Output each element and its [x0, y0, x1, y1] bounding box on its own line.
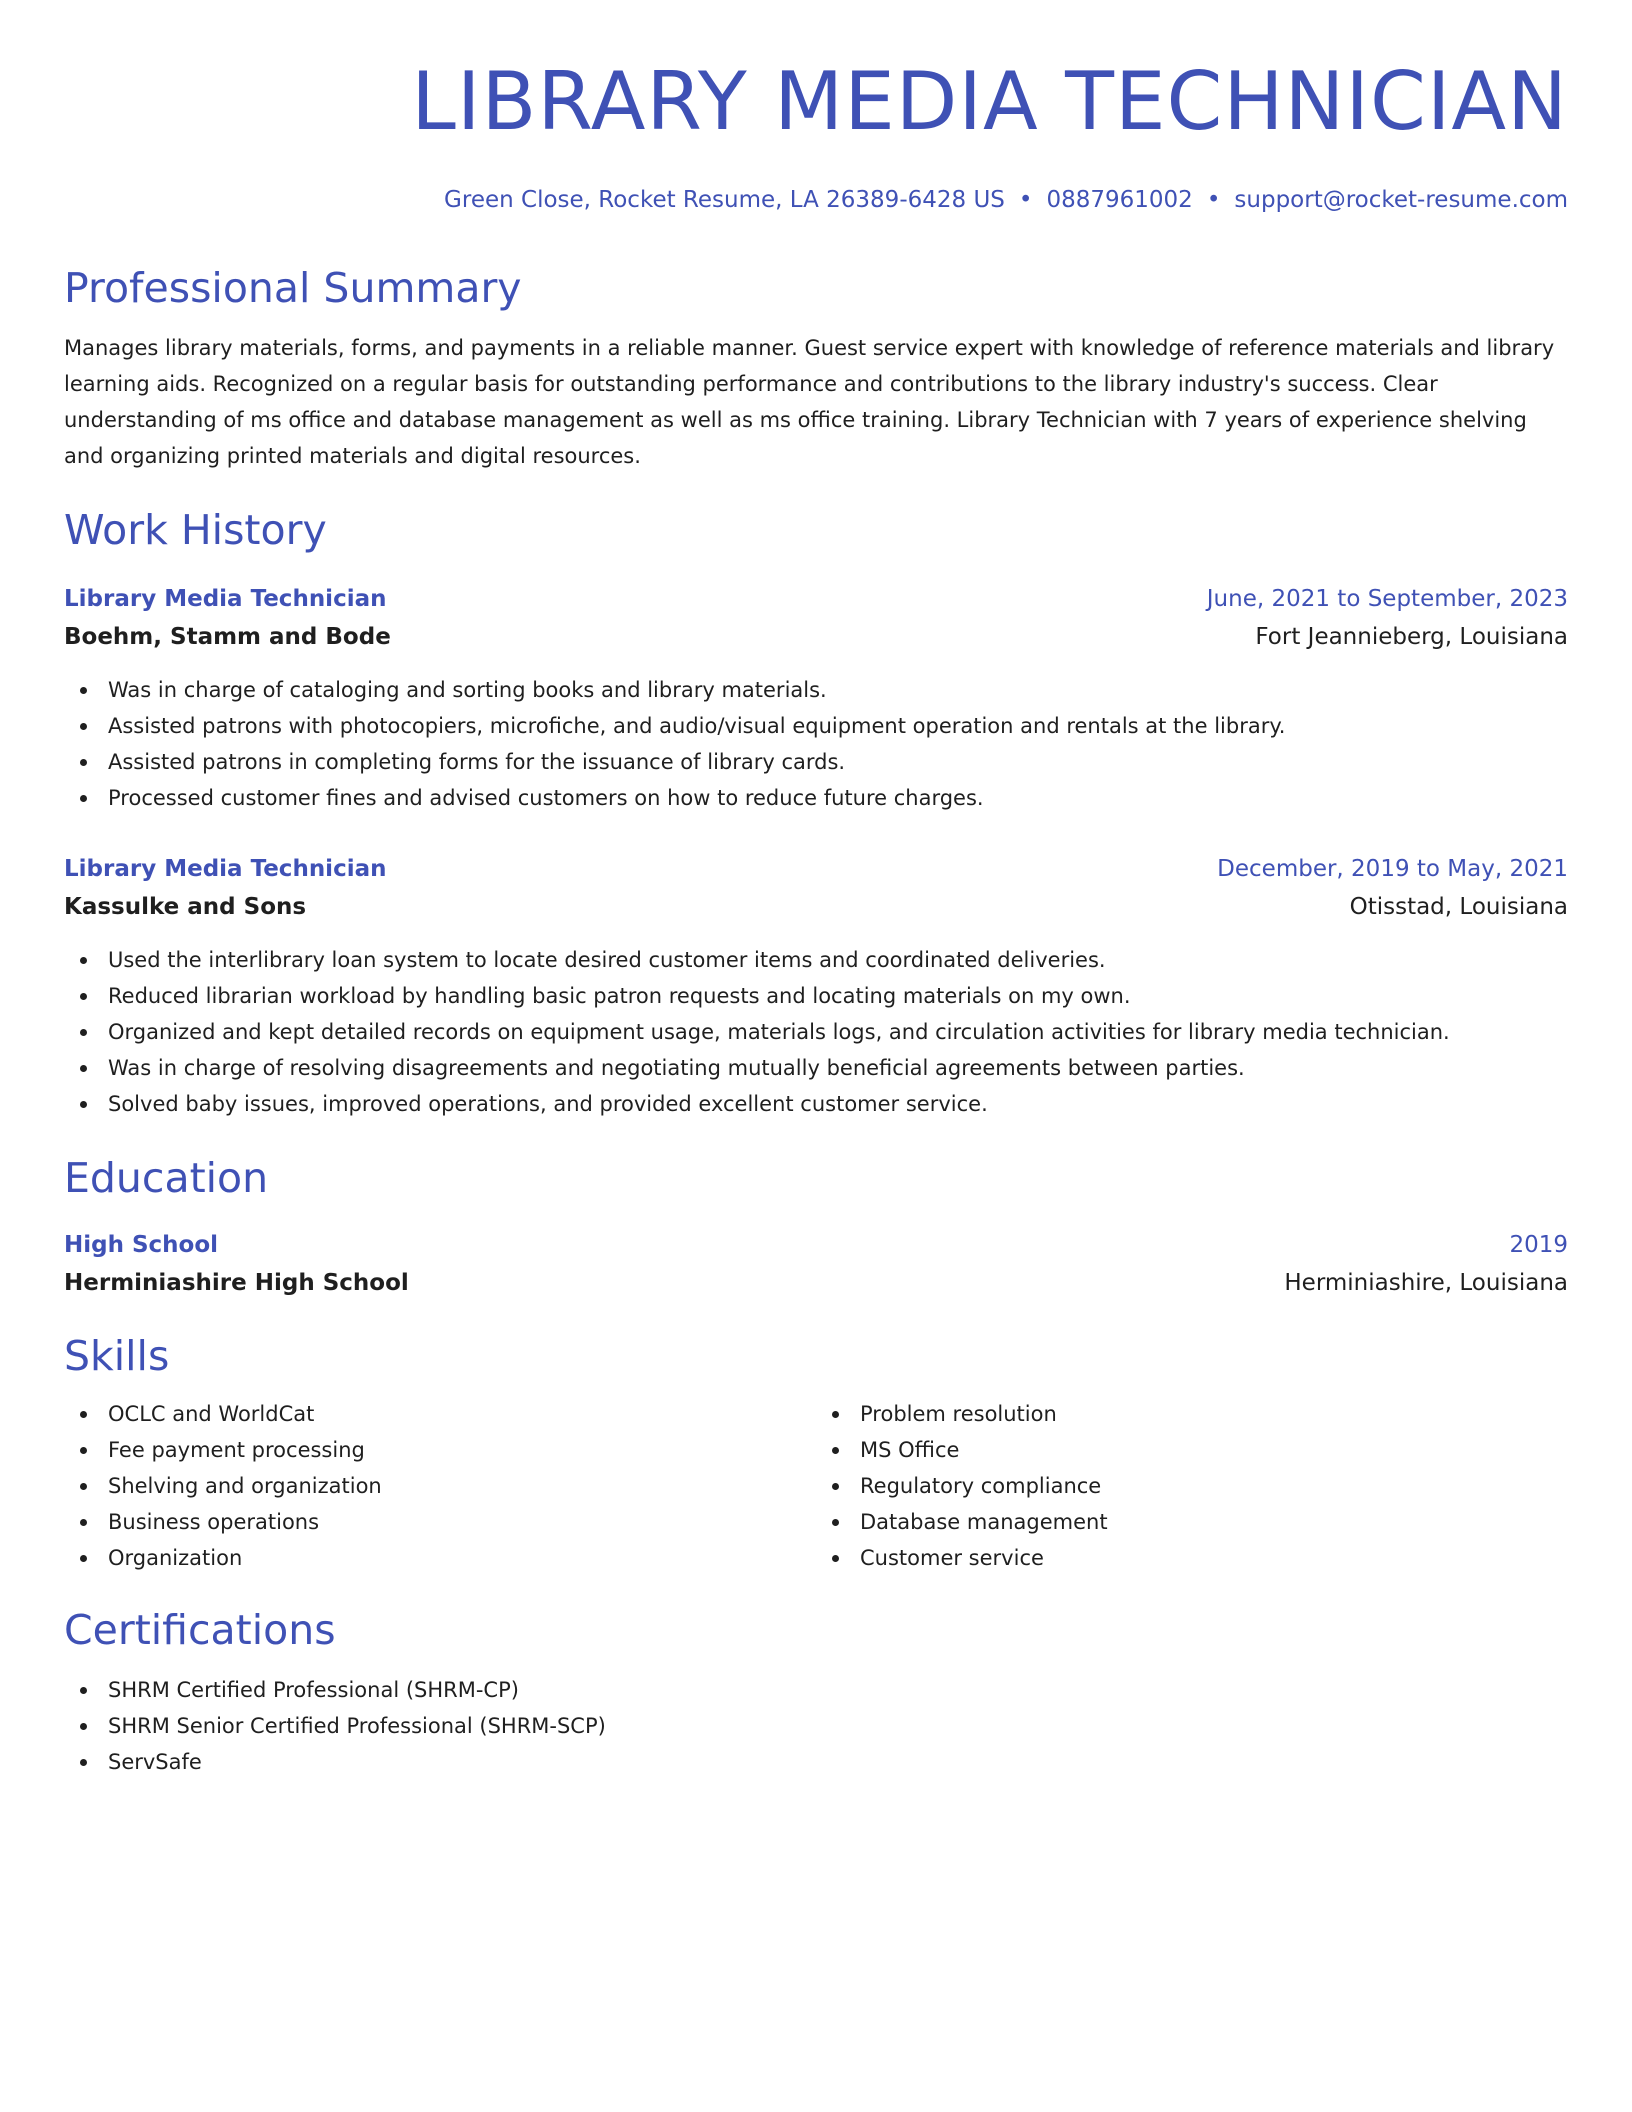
education-school: Herminiashire High School — [64, 1270, 409, 1296]
list-item: Regulatory compliance — [816, 1468, 1568, 1504]
skills-list-right — [816, 1396, 1568, 1576]
list-item: Fee payment processing — [64, 1432, 816, 1468]
list-item: Problem resolution — [816, 1396, 1568, 1432]
list-item: Customer service — [816, 1540, 1568, 1576]
list-item: Solved baby issues, improved operations, and provided excellent customer service. — [64, 1086, 1568, 1122]
summary-heading: Professional Summary — [64, 264, 522, 312]
list-item: Shelving and organization — [64, 1468, 816, 1504]
list-item: SHRM Certified Professional (SHRM-CP) — [64, 1672, 1568, 1708]
list-item: Database management — [816, 1504, 1568, 1540]
list-item: Assisted patrons in completing forms for the issuance of library cards. — [64, 744, 1568, 780]
education-location: Herminiashire, Louisiana — [1284, 1270, 1568, 1296]
list-item: Reduced librarian workload by handling basic patron requests and locating materials on my own. — [64, 978, 1568, 1014]
skills-column-left — [64, 1396, 816, 1576]
work-history-heading: Work History — [64, 506, 327, 554]
job-employer: Boehm, Stamm and Bode — [64, 624, 391, 650]
list-item: Organized and kept detailed records on equipment usage, materials logs, and circulation activities for library media technician. — [64, 1014, 1568, 1050]
contact-phone: 0887961002 — [1046, 187, 1193, 213]
job-location: Otisstad, Louisiana — [1349, 894, 1568, 920]
job-employer-row — [64, 618, 1568, 656]
contact-separator: • — [1018, 187, 1033, 213]
list-item: Was in charge of resolving disagreements and negotiating mutually beneficial agreements between parties. — [64, 1050, 1568, 1086]
job-location: Fort Jeannieberg, Louisiana — [1255, 624, 1568, 650]
list-item: Used the interlibrary loan system to locate desired customer items and coordinated deliveries. — [64, 942, 1568, 978]
certifications-list — [64, 1672, 1568, 1780]
education-degree: High School — [64, 1232, 219, 1258]
resume-name: LIBRARY MEDIA TECHNICIAN — [411, 55, 1568, 148]
job-title: Library Media Technician — [64, 856, 387, 882]
job-dates: December, 2019 to May, 2021 — [1217, 856, 1568, 882]
skills-grid — [64, 1396, 1568, 1576]
skills-list-left — [64, 1396, 816, 1576]
certifications-heading: Certifications — [64, 1606, 336, 1654]
job-entry — [64, 850, 1568, 1122]
list-item: ServSafe — [64, 1744, 1568, 1780]
job-bullets — [64, 672, 1568, 816]
education-school-row — [64, 1264, 1568, 1302]
job-bullets — [64, 942, 1568, 1122]
list-item: Processed customer fines and advised customers on how to reduce future charges. — [64, 780, 1568, 816]
education-header-row — [64, 1226, 1568, 1264]
education-year: 2019 — [1509, 1232, 1568, 1258]
contact-address: Green Close, Rocket Resume, LA 26389-6428 US — [444, 187, 1005, 213]
job-header-row — [64, 580, 1568, 618]
contact-separator: • — [1206, 187, 1221, 213]
summary-text: Manages library materials, forms, and payments in a reliable manner. Guest service expert with knowledge of reference materials and library learning aids. Recognized on a regular basis for outstanding performance and contributions to the library industry's success. Clear understanding of ms office and database management as well as ms office training. Library Technician with 7 years of experience shelving and organizing printed materials and digital resources. — [64, 336, 1555, 468]
list-item: Business operations — [64, 1504, 816, 1540]
contact-email: support@rocket-resume.com — [1234, 187, 1568, 213]
list-item: OCLC and WorldCat — [64, 1396, 816, 1432]
list-item: Was in charge of cataloging and sorting books and library materials. — [64, 672, 1568, 708]
list-item: Organization — [64, 1540, 816, 1576]
job-employer-row — [64, 888, 1568, 926]
list-item: SHRM Senior Certified Professional (SHRM-SCP) — [64, 1708, 1568, 1744]
contact-line — [64, 184, 1568, 216]
job-dates: June, 2021 to September, 2023 — [1206, 586, 1568, 612]
skills-column-right — [816, 1396, 1568, 1576]
list-item: Assisted patrons with photocopiers, microfiche, and audio/visual equipment operation and rentals at the library. — [64, 708, 1568, 744]
skills-heading: Skills — [64, 1332, 170, 1380]
job-title: Library Media Technician — [64, 586, 387, 612]
list-item: MS Office — [816, 1432, 1568, 1468]
job-entry — [64, 580, 1568, 816]
education-heading: Education — [64, 1154, 269, 1202]
education-entry — [64, 1226, 1568, 1302]
job-header-row — [64, 850, 1568, 888]
job-employer: Kassulke and Sons — [64, 894, 307, 920]
